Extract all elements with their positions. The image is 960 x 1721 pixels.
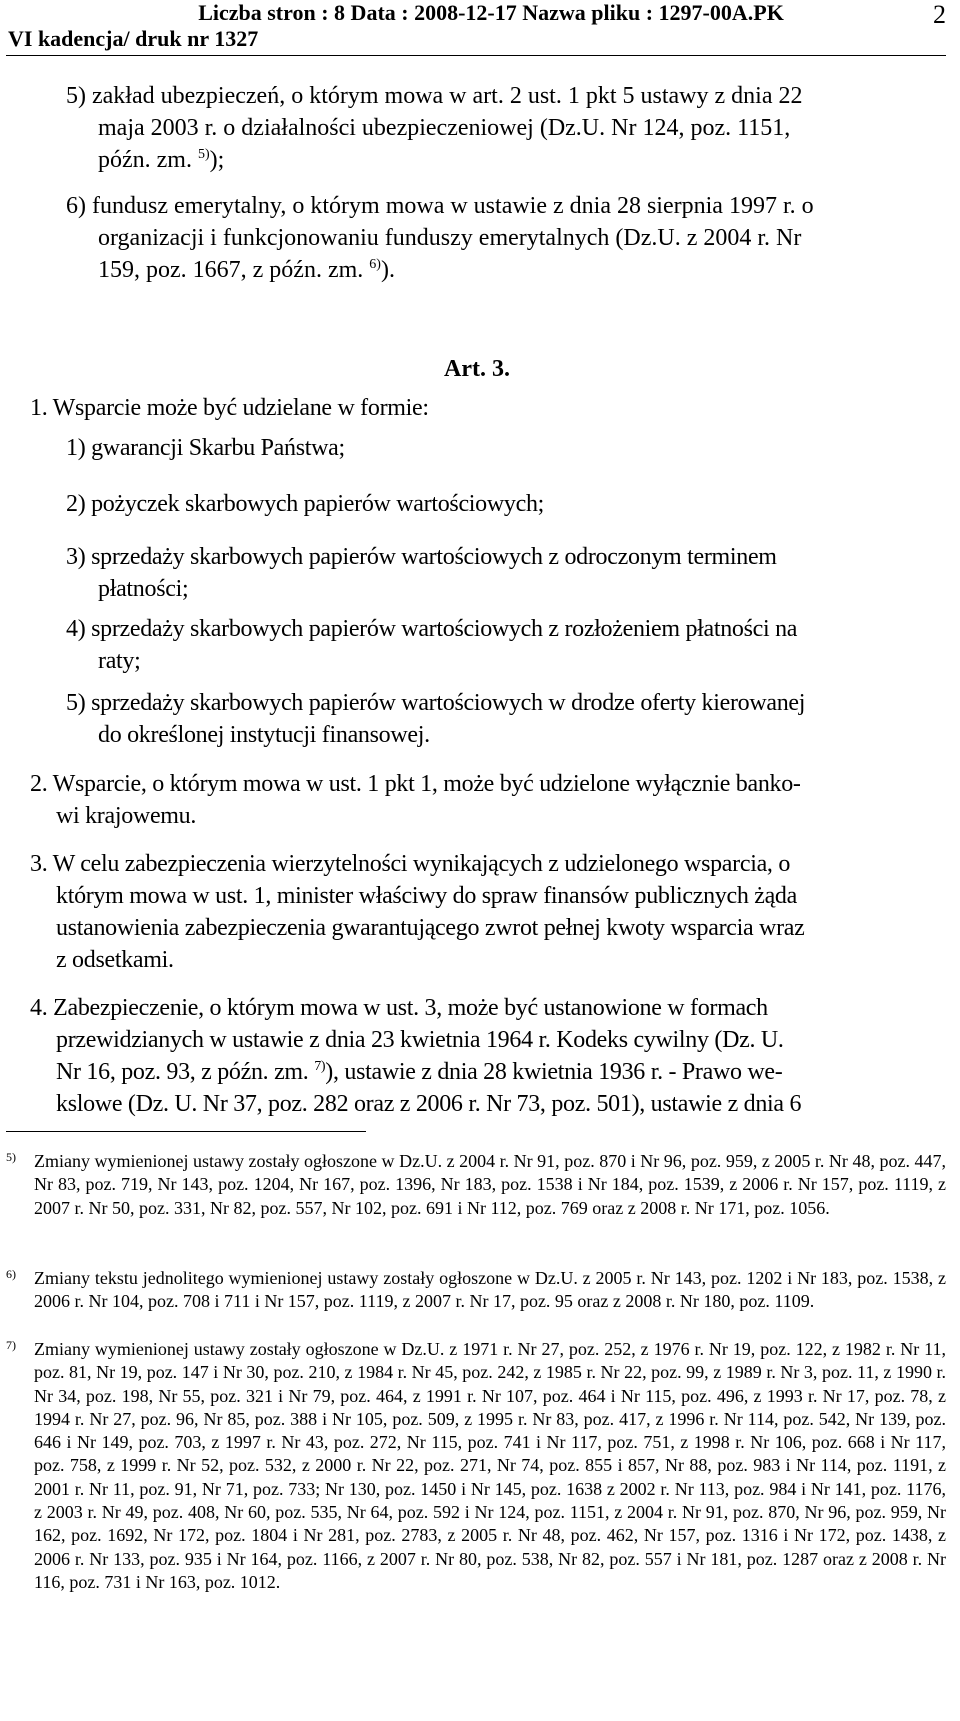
ust-3-line-a: 3. W celu zabezpieczenia wierzytelności wynikających z udzielonego wsparcia, o <box>30 851 791 877</box>
item-5-line-c: późn. zm. $^{5)}$); <box>98 147 225 173</box>
footnote-7 <box>6 1338 946 1594</box>
ust-4-line-b: przewidzianych w ustawie z dnia 23 kwietnia 1964 r. Kodeks cywilny (Dz. U. <box>56 1027 784 1053</box>
item-6-line-b: organizacji i funkcjonowaniu funduszy emerytalnych (Dz.U. z 2004 r. Nr <box>98 225 802 251</box>
footnote-ref-6[interactable]: 6) <box>369 257 381 272</box>
header-line-2: VI kadencja/ druk nr 1327 <box>8 26 259 51</box>
item-5-line-a: 5) zakład ubezpieczeń, o którym mowa w art. 2 ust. 1 pkt 5 ustawy z dnia 22 <box>66 83 803 109</box>
footnote-marker: 7) <box>6 1338 16 1352</box>
header-line-1: Liczba stron : 8 Data : 2008-12-17 Nazwa pliku : 1297-00A.PK <box>198 0 784 25</box>
point-4-line-a: 4) sprzedaży skarbowych papierów wartościowych z rozłożeniem płatności na <box>66 616 798 642</box>
item-6-line-c: 159, poz. 1667, z późn. zm. $^{6)}$). <box>98 257 395 283</box>
point-1: 1) gwarancji Skarbu Państwa; <box>66 435 345 461</box>
footnote-text: Zmiany tekstu jednolitego wymienionej ustawy zostały ogłoszone w Dz.U. z 2005 r. Nr 143, poz. 1202 i Nr 183, poz. 1538, z 2006 r. Nr 104, poz. 708 i 711 i Nr 157, poz. 1119, z 2007 r. Nr 17, poz. 95 oraz z 2008 r. Nr 180, poz. 1109. <box>34 1268 946 1312</box>
ust-2-line-b: wi krajowemu. <box>56 803 197 829</box>
footnote-text: Zmiany wymienionej ustawy zostały ogłoszone w Dz.U. z 2004 r. Nr 91, poz. 870 i Nr 96, poz. 959, z 2005 r. Nr 48, poz. 447, Nr 83, poz. 719, Nr 143, poz. 1204, Nr 167, poz. 1396, Nr 183, poz. 1538 i Nr 184, poz. 1539, z 2006 r. Nr 157, poz. 1119, z 2007 r. Nr 50, poz. 331, Nr 82, poz. 557, Nr 102, poz. 691 i Nr 112, poz. 769 oraz z 2008 r. Nr 171, poz. 1056. <box>34 1151 946 1218</box>
ust-3-line-b: którym mowa w ust. 1, minister właściwy do spraw finansów publicznych żąda <box>56 883 797 909</box>
point-3-line-b: płatności; <box>98 576 189 602</box>
ust-3-line-d: z odsetkami. <box>56 947 174 973</box>
footnote-5 <box>6 1150 946 1220</box>
point-5-line-a: 5) sprzedaży skarbowych papierów wartościowych w drodze oferty kierowanej <box>66 690 806 716</box>
ust-4-line-d: kslowe (Dz. U. Nr 37, poz. 282 oraz z 2006 r. Nr 73, poz. 501), ustawie z dnia 6 <box>56 1091 802 1117</box>
ust-4-line-c: Nr 16, poz. 93, z późn. zm. $^{7)}$), ustawie z dnia 28 kwietnia 1936 r. - Prawo we- <box>56 1059 783 1085</box>
ust-3-line-c: ustanowienia zabezpieczenia gwarantującego zwrot pełnej kwoty wsparcia wraz <box>56 915 805 941</box>
point-3-line-a: 3) sprzedaży skarbowych papierów wartościowych z odroczonym terminem <box>66 544 777 570</box>
point-5-line-b: do określonej instytucji finansowej. <box>98 722 430 748</box>
article-intro: 1. Wsparcie może być udzielane w formie: <box>30 395 429 421</box>
page-header <box>6 0 946 51</box>
item-6-line-a: 6) fundusz emerytalny, o którym mowa w ustawie z dnia 28 sierpnia 1997 r. o <box>66 193 814 219</box>
header-rule <box>6 55 946 56</box>
footnote-marker: 5) <box>6 1150 16 1164</box>
footnote-text: Zmiany wymienionej ustawy zostały ogłoszone w Dz.U. z 1971 r. Nr 27, poz. 252, z 1976 r. Nr 19, poz. 122, z 1982 r. Nr 11, poz. 81, Nr 19, poz. 147 i Nr 30, poz. 210, z 1984 r. Nr 45, poz. 242, z 1985 r. Nr 22, poz. 99, z 1989 r. Nr 3, poz. 11, z 1990 r. Nr 34, poz. 198, Nr 55, poz. 321 i Nr 79, poz. 464, z 1991 r. Nr 107, poz. 464 i Nr 115, poz. 496, z 1993 r. Nr 17, poz. 78, z 1994 r. Nr 27, poz. 96, Nr 85, poz. 388 i Nr 105, poz. 509, z 1995 r. Nr 83, poz. 417, z 1996 r. Nr 114, poz. 542, Nr 139, poz. 646 i Nr 149, poz. 703, z 1997 r. Nr 43, poz. 272, Nr 115, poz. 741 i Nr 117, poz. 751, z 1998 r. Nr 106, poz. 668 i Nr 117, poz. 758, z 1999 r. Nr 52, poz. 532, z 2000 r. Nr 22, poz. 271, Nr 74, poz. 855 i 857, Nr 88, poz. 983 i Nr 114, poz. 1191, z 2001 r. Nr 11, poz. 91, Nr 71, poz. 733; Nr 130, poz. 1450 i Nr 145, poz. 1638 z 2002 r. Nr 113, poz. 984 i Nr 141, poz. 1176, z 2003 r. Nr 49, poz. 408, Nr 60, poz. 535, Nr 64, poz. 592 i Nr 124, poz. 1151, z 2004 r. Nr 91, poz. 870, Nr 96, poz. 959, Nr 162, poz. 1692, Nr 172, poz. 1804 i Nr 281, poz. 2783, z 2005 r. Nr 48, poz. 462, Nr 157, poz. 1316 i Nr 172, poz. 1438, z 2006 r. Nr 133, poz. 935 i Nr 164, poz. 1166, z 2007 r. Nr 80, poz. 538, Nr 82, poz. 557 i Nr 181, poz. 1287 oraz z 2008 r. Nr 116, poz. 731 i Nr 163, poz. 1012. <box>34 1339 946 1592</box>
footnote-separator <box>6 1131 366 1132</box>
point-4-line-b: raty; <box>98 648 141 674</box>
item-5-line-b: maja 2003 r. o działalności ubezpieczeniowej (Dz.U. Nr 124, poz. 1151, <box>98 115 791 141</box>
article-title: Art. 3. <box>444 356 510 382</box>
footnote-6 <box>6 1267 946 1314</box>
page-number: 2 <box>933 0 946 29</box>
point-2: 2) pożyczek skarbowych papierów wartościowych; <box>66 491 545 517</box>
footnote-marker: 6) <box>6 1267 16 1281</box>
ust-2-line-a: 2. Wsparcie, o którym mowa w ust. 1 pkt 1, może być udzielone wyłącznie banko- <box>30 771 801 797</box>
ust-4-line-a: 4. Zabezpieczenie, o którym mowa w ust. 3, może być ustanowione w formach <box>30 995 768 1021</box>
footnote-ref-7[interactable]: 7) <box>314 1059 326 1074</box>
footnote-ref-5[interactable]: 5) <box>197 147 210 162</box>
